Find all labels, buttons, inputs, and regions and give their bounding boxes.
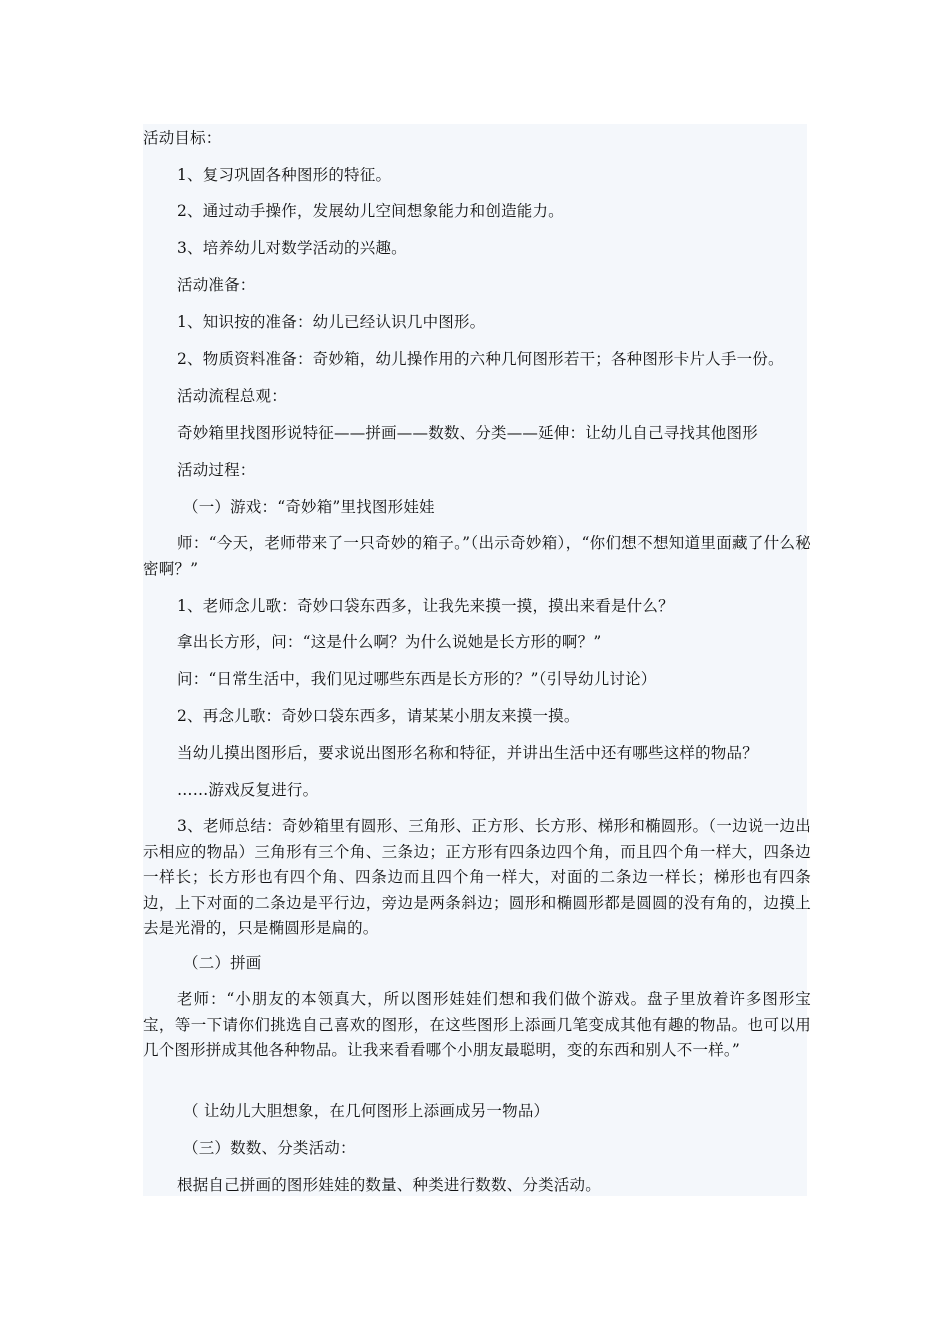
goal-3: 3、培养幼儿对数学活动的兴趣。 — [177, 239, 407, 257]
step-2: 2、再念儿歌：奇妙口袋东西多，请某某小朋友来摸一摸。 — [177, 707, 580, 725]
prep-2: 2、物质资料准备：奇妙箱，幼儿操作用的六种几何图形若干；各种图形卡片人手一份。 — [177, 350, 784, 368]
heading-prep: 活动准备： — [177, 276, 256, 294]
heading-flow: 活动流程总观： — [177, 387, 287, 405]
teacher-intro: 师：“今天，老师带来了一只奇妙的箱子。”（出示奇妙箱），“你们想不想知道里面藏了什么秘密啊？” — [143, 534, 811, 578]
step-1-b: 问：“日常生活中，我们见过哪些东西是长方形的？”（引导幼儿讨论） — [177, 670, 657, 688]
note-imagine: （ 让幼儿大胆想象，在几何图形上添画成另一物品） — [183, 1102, 550, 1120]
heading-process: 活动过程： — [177, 461, 256, 479]
goal-2: 2、通过动手操作，发展幼儿空间想象能力和创造能力。 — [177, 202, 564, 220]
step-1-a: 拿出长方形，问：“这是什么啊？为什么说她是长方形的啊？” — [177, 633, 602, 651]
goal-1: 1、复习巩固各种图形的特征。 — [177, 166, 392, 184]
step-2-a: 当幼儿摸出图形后，要求说出图形名称和特征，并讲出生活中还有哪些这样的物品？ — [177, 744, 758, 762]
section-1-title: （一）游戏：“奇妙箱”里找图形娃娃 — [183, 498, 435, 516]
flow-text: 奇妙箱里找图形说特征——拼画——数数、分类——延伸：让幼儿自己寻找其他图形 — [177, 424, 758, 442]
prep-1: 1、知识按的准备：幼儿已经认识几中图形。 — [177, 313, 486, 331]
heading-goals: 活动目标： — [143, 129, 222, 147]
section-3-title: （三）数数、分类活动： — [183, 1139, 356, 1157]
step-2-b: ……游戏反复进行。 — [177, 781, 319, 799]
step-3-summary: 3、老师总结：奇妙箱里有圆形、三角形、正方形、长方形、梯形和椭圆形。（一边说一边出示相应的物品）三角形有三个角、三条边；正方形有四条边四个角，而且四个角一样大，四条边一样长；长方形也有四个角、四条边而且四个角一样大，对面的二条边一样长；梯形也有四条边，上下对面的二条边是平行边，旁边是两条斜边；圆形和椭圆形都是圆圆的没有角的，边摸上去是光滑的，只是椭圆形是扁的。 — [143, 817, 811, 938]
step-1: 1、老师念儿歌：奇妙口袋东西多，让我先来摸一摸，摸出来看是什么？ — [177, 597, 674, 615]
section-2-title: （二）拼画 — [183, 954, 262, 972]
teacher-game: 老师：“小朋友的本领真大，所以图形娃娃们想和我们做个游戏。盘子里放着许多图形宝宝，等一下请你们挑选自己喜欢的图形，在这些图形上添画几笔变成其他有趣的物品。也可以用几个图形拼成其他各种物品。让我来看看哪个小朋友最聪明，变的东西和别人不一样。” — [143, 990, 811, 1060]
sort-text: 根据自己拼画的图形娃娃的数量、种类进行数数、分类活动。 — [177, 1176, 601, 1194]
